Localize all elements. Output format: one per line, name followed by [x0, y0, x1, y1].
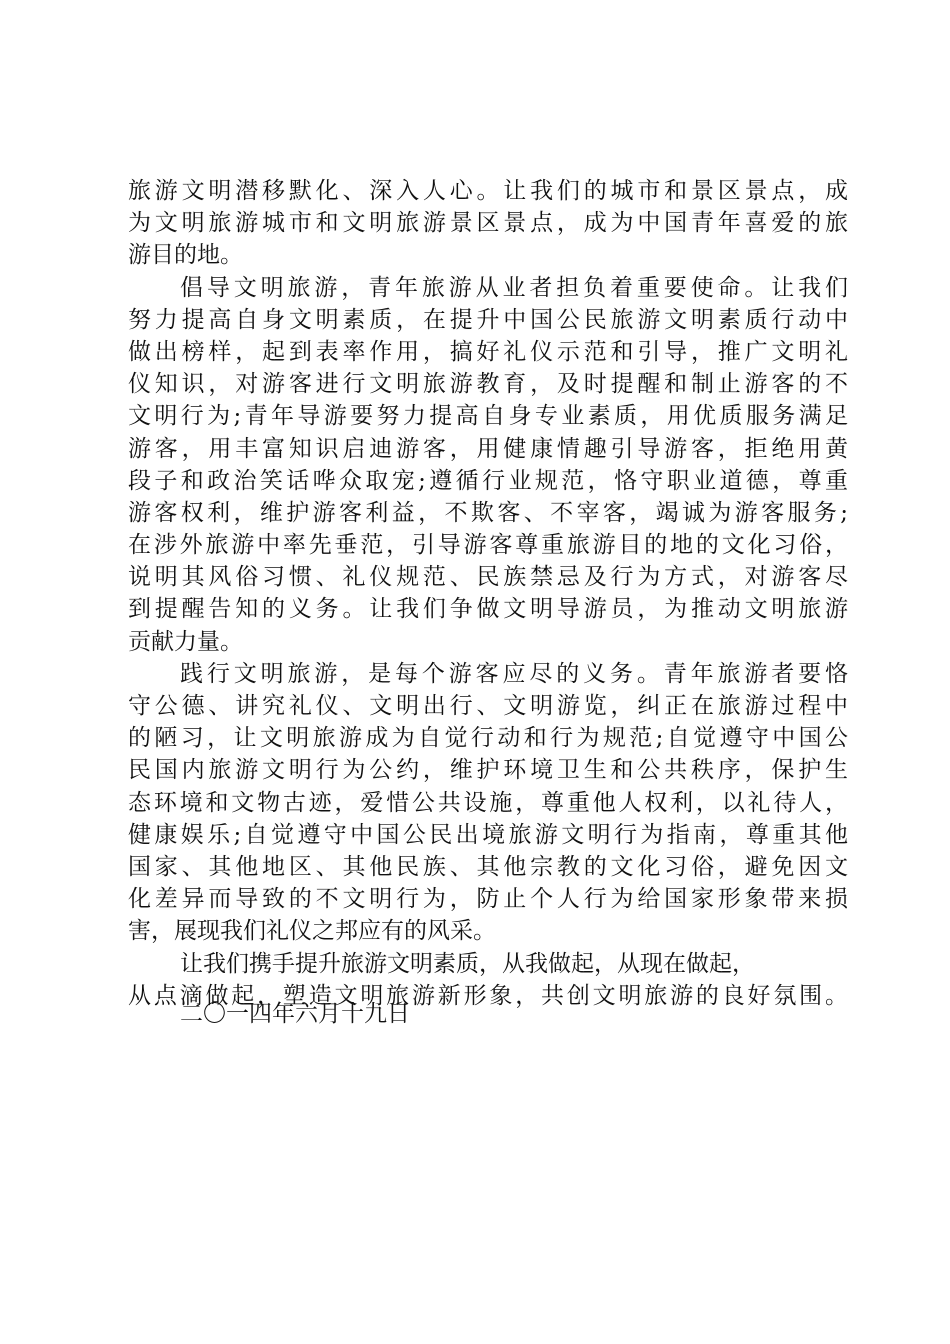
text-line: 为文明旅游城市和文明旅游景区景点，成为中国青年喜爱的旅	[128, 210, 848, 237]
text-line: 害，展现我们礼仪之邦应有的风采。	[128, 918, 496, 945]
text-line: 做出榜样，起到表率作用，搞好礼仪示范和引导，推广文明礼	[128, 338, 848, 365]
text-line: 旅游文明潜移默化、深入人心。让我们的城市和景区景点，成	[128, 178, 848, 204]
text-line: 文明行为;青年导游要努力提高自身专业素质，用优质服务满足	[128, 403, 848, 430]
text-line: 到提醒告知的义务。让我们争做文明导游员，为推动文明旅游	[128, 596, 848, 623]
text-line: 态环境和文物古迹，爱惜公共设施，尊重他人权利，以礼待人，	[128, 789, 848, 816]
text-line: 贡献力量。	[128, 628, 243, 655]
text-line: 仪知识，对游客进行文明旅游教育，及时提醒和制止游客的不	[128, 371, 848, 398]
text-line: 段子和政治笑话哗众取宠;遵循行业规范，恪守职业道德，尊重	[128, 467, 848, 494]
text-line: 游客权利，维护游客利益，不欺客、不宰客，竭诚为游客服务;	[128, 499, 848, 526]
text-line: 国家、其他地区、其他民族、其他宗教的文化习俗，避免因文	[128, 853, 848, 880]
text-line: 在涉外旅游中率先垂范，引导游客尊重旅游目的地的文化习俗，	[128, 532, 848, 559]
text-line: 让我们携手提升旅游文明素质，从我做起，从现在做起，	[180, 950, 755, 977]
text-line: 践行文明旅游，是每个游客应尽的义务。青年旅游者要恪	[180, 660, 848, 687]
document-body	[128, 175, 848, 1012]
text-line: 化差异而导致的不文明行为，防止个人行为给国家形象带来损	[128, 886, 848, 913]
text-line: 倡导文明旅游，青年旅游从业者担负着重要使命。让我们	[180, 274, 848, 301]
text-line: 游目的地。	[128, 242, 243, 269]
text-line: 守公德、讲究礼仪、文明出行、文明游览，纠正在旅游过程中	[128, 693, 848, 719]
text-line: 努力提高自身文明素质，在提升中国公民旅游文明素质行动中	[128, 306, 848, 333]
text-line: 民国内旅游文明行为公约，维护环境卫生和公共秩序，保护生	[128, 757, 848, 784]
text-line: 健康娱乐;自觉遵守中国公民出境旅游文明行为指南，尊重其他	[128, 821, 848, 848]
document-date: 二〇一四年六月十九日	[180, 1001, 410, 1027]
text-line: 游客，用丰富知识启迪游客，用健康情趣引导游客，拒绝用黄	[128, 435, 848, 462]
text-line: 从点滴做起，塑造文明旅游新形象，共创文明旅游的良好氛围。	[128, 982, 848, 1009]
text-line: 的陋习，让文明旅游成为自觉行动和行为规范;自觉遵守中国公	[128, 725, 848, 752]
text-line: 说明其风俗习惯、礼仪规范、民族禁忌及行为方式，对游客尽	[128, 564, 848, 591]
